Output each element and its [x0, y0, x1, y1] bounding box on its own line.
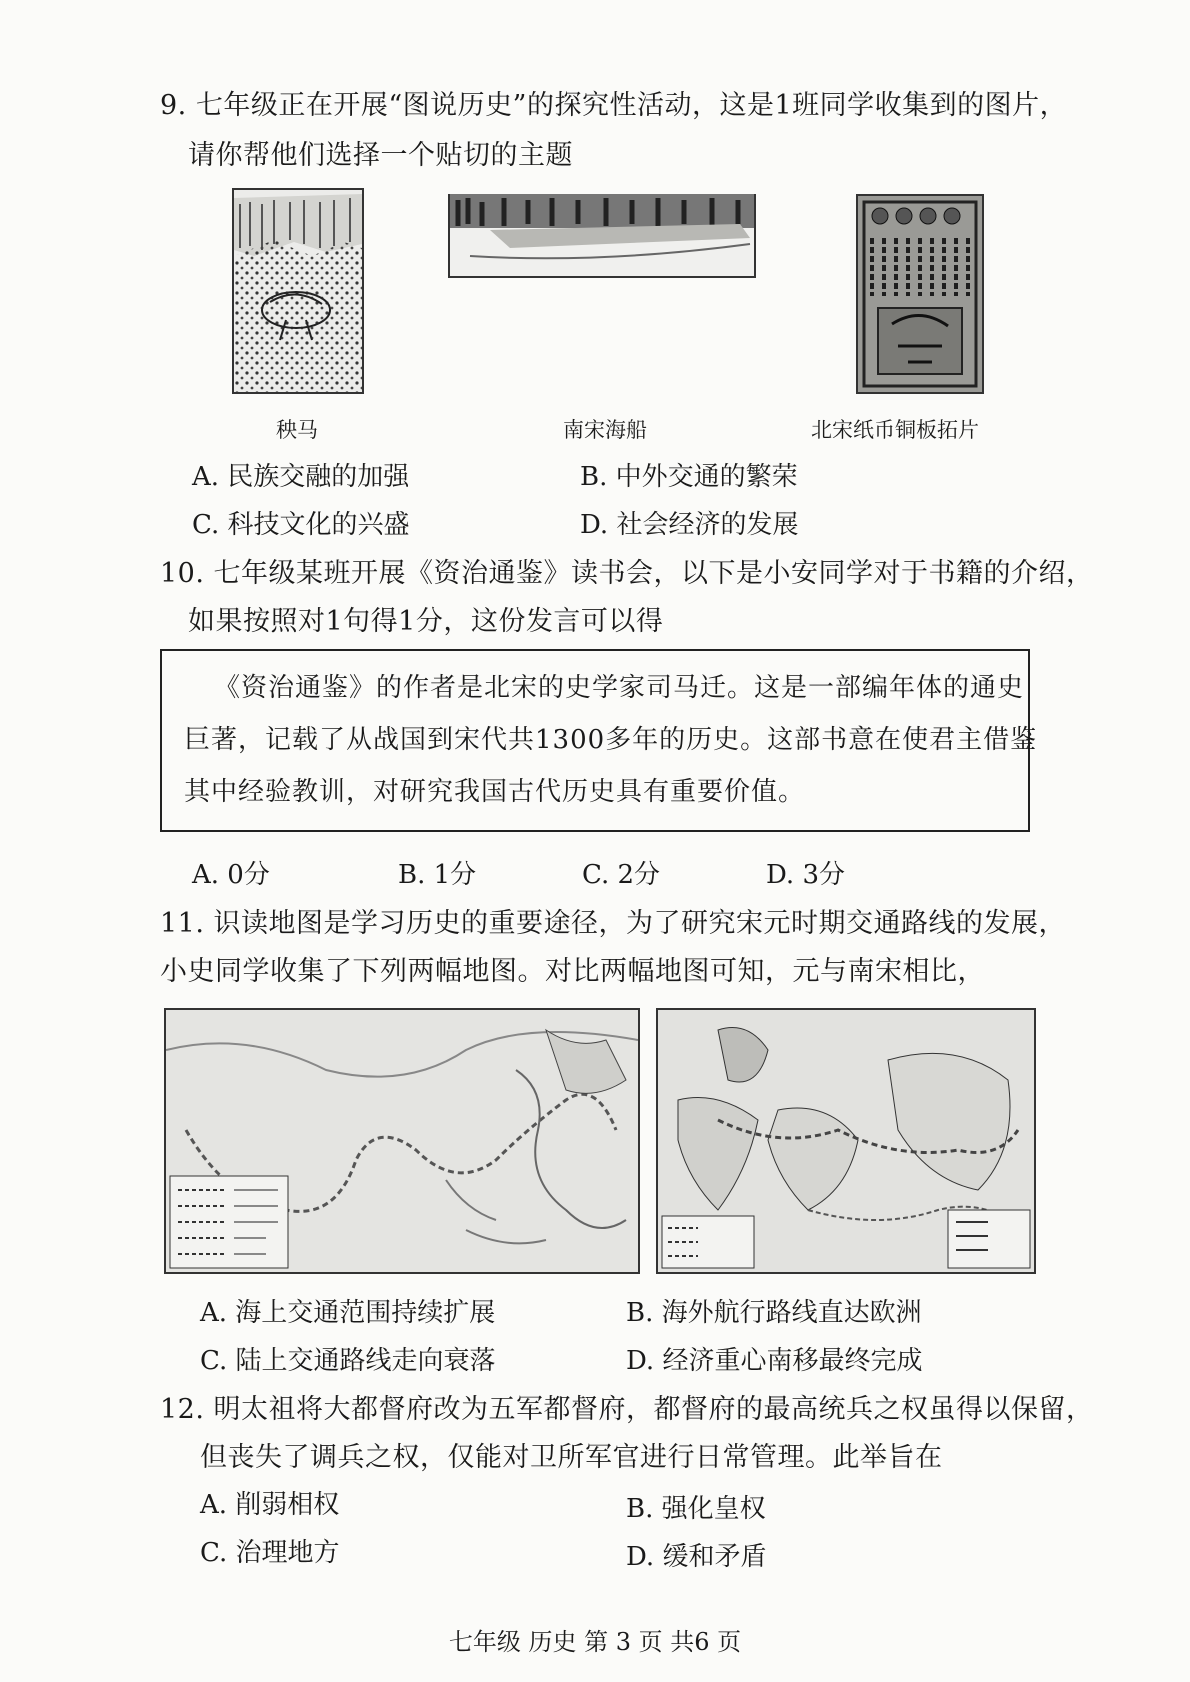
q9-caption-3: 北宋纸币铜板拓片 [811, 418, 979, 442]
northern-song-banknote-image [856, 194, 984, 394]
q9-option-c[interactable]: C. 科技文化的兴盛 [192, 510, 410, 540]
q12-option-a[interactable]: A. 削弱相权 [200, 1490, 340, 1520]
q11-stem-line2: 小史同学收集了下列两幅地图。对比两幅地图可知，元与南宋相比， [160, 956, 985, 987]
southern-song-map [164, 1008, 640, 1274]
page-footer: 七年级 历史 第 3 页 共6 页 [448, 1628, 742, 1656]
q9-caption-1: 秧马 [276, 418, 318, 442]
q10-stem-line1: 10. 七年级某班开展《资治通鉴》读书会，以下是小安同学对于书籍的介绍， [160, 558, 1094, 589]
q10-option-b[interactable]: B. 1分 [398, 860, 477, 890]
q10-quote-line3: 其中经验教训，对研究我国古代历史具有重要价值。 [184, 777, 806, 807]
q10-stem-line2: 如果按照对1句得1分，这份发言可以得 [188, 606, 664, 637]
yangma-image [232, 188, 364, 394]
q11-option-d[interactable]: D. 经济重心南移最终完成 [626, 1346, 923, 1376]
q10-option-d[interactable]: D. 3分 [766, 860, 845, 890]
yuan-map [656, 1008, 1036, 1274]
southern-song-ship-image [448, 194, 756, 278]
q11-option-c[interactable]: C. 陆上交通路线走向衰落 [200, 1346, 496, 1376]
q9-option-b[interactable]: B. 中外交通的繁荣 [580, 462, 798, 492]
q11-option-b[interactable]: B. 海外航行路线直达欧洲 [626, 1298, 922, 1328]
q12-stem-line1: 12. 明太祖将大都督府改为五军都督府，都督府的最高统兵之权虽得以保留， [160, 1394, 1094, 1425]
q10-option-a[interactable]: A. 0分 [192, 860, 270, 890]
q12-option-b[interactable]: B. 强化皇权 [626, 1494, 766, 1524]
q11-option-a[interactable]: A. 海上交通范围持续扩展 [200, 1298, 496, 1328]
q11-stem-line1: 11. 识读地图是学习历史的重要途径，为了研究宋元时期交通路线的发展， [160, 908, 1067, 939]
q12-option-c[interactable]: C. 治理地方 [200, 1538, 340, 1568]
q10-option-c[interactable]: C. 2分 [582, 860, 661, 890]
q12-stem-line2: 但丧失了调兵之权，仅能对卫所军官进行日常管理。此举旨在 [200, 1442, 943, 1473]
q12-option-d[interactable]: D. 缓和矛盾 [626, 1542, 767, 1572]
q9-option-d[interactable]: D. 社会经济的发展 [580, 510, 799, 540]
q10-quote-line1: 《资治通鉴》的作者是北宋的史学家司马迁。这是一部编年体的通史 [214, 673, 1025, 703]
q9-stem-line1: 9. 七年级正在开展“图说历史”的探究性活动，这是1班同学收集到的图片， [160, 90, 1068, 121]
q9-stem-line2: 请你帮他们选择一个贴切的主题 [188, 140, 573, 171]
q10-quote-line2: 巨著，记载了从战国到宋代共1300多年的历史。这部书意在使君主借鉴 [184, 725, 1038, 755]
q9-caption-2: 南宋海船 [563, 418, 647, 442]
q9-option-a[interactable]: A. 民族交融的加强 [192, 462, 410, 492]
q10-quote-box [160, 649, 1038, 832]
